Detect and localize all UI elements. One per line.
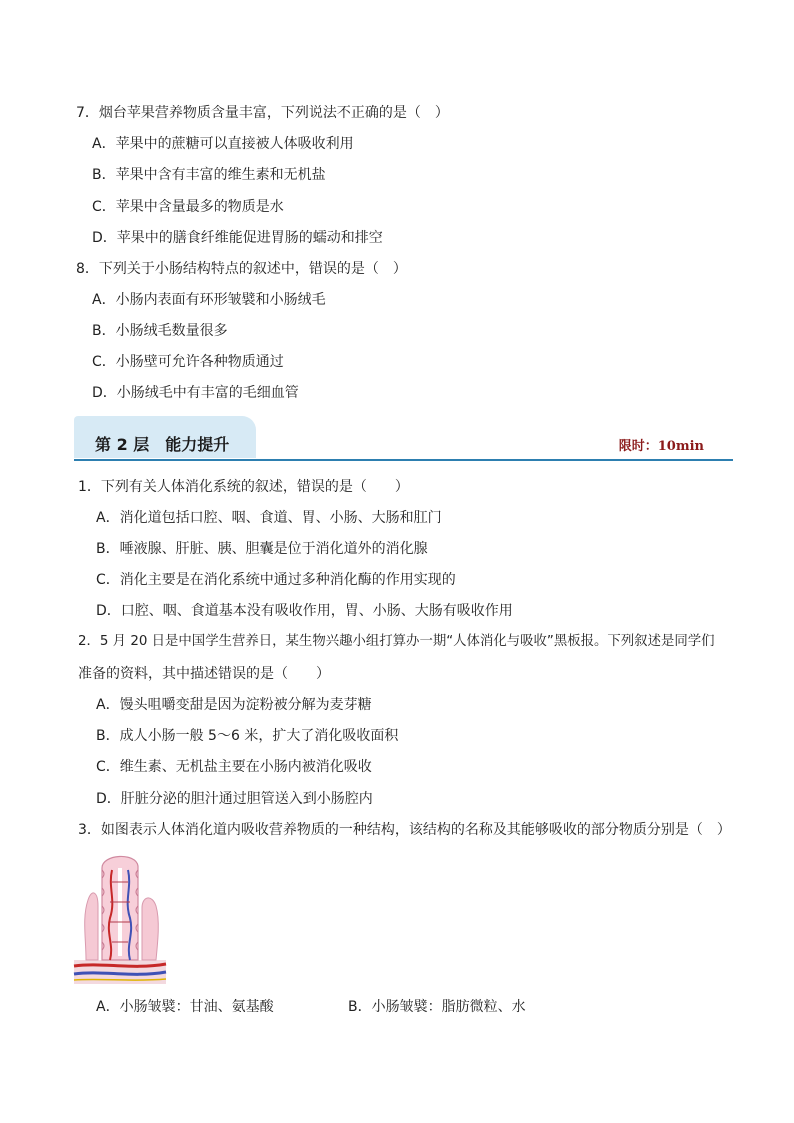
question-1-option-b: B．唾液腺、肝脏、胰、胆囊是位于消化道外的消化腺 xyxy=(96,541,428,557)
section-divider xyxy=(74,459,733,461)
question-2-stem-line2: 准备的资料，其中描述错误的是（ ） xyxy=(78,666,330,682)
question-8-option-a: A．小肠内表面有环形皱襞和小肠绒毛 xyxy=(92,292,326,308)
question-3-stem: 3．如图表示人体消化道内吸收营养物质的一种结构，该结构的名称及其能够吸收的部分物质分别是（ ） xyxy=(78,822,731,838)
question-3-option-b: B．小肠皱襞：脂肪微粒、水 xyxy=(348,999,526,1015)
question-2-stem-line1: 2．5 月 20 日是中国学生营养日，某生物兴趣小组打算办一期“人体消化与吸收”黑板报。下列叙述是同学们 xyxy=(78,634,715,649)
base-vein xyxy=(74,972,166,974)
villus-right-fold xyxy=(142,898,158,960)
question-7-option-a: A．苹果中的蔗糖可以直接被人体吸收利用 xyxy=(92,136,354,152)
question-7-option-d: D．苹果中的膳食纤维能促进胃肠的蠕动和排空 xyxy=(92,230,383,246)
time-limit-label: 限时：10min xyxy=(618,439,704,454)
question-8-option-b: B．小肠绒毛数量很多 xyxy=(92,323,228,339)
base-lymph-vessel xyxy=(74,979,166,980)
question-1-option-c: C．消化主要是在消化系统中通过多种消化酶的作用实现的 xyxy=(96,572,456,588)
question-7-option-b: B．苹果中含有丰富的维生素和无机盐 xyxy=(92,167,326,183)
section-title: 第 2 层 能力提升 xyxy=(95,435,230,454)
question-7-stem: 7．烟台苹果营养物质含量丰富，下列说法不正确的是（ ） xyxy=(76,105,449,121)
question-1-option-d: D．口腔、咽、食道基本没有吸收作用，胃、小肠、大肠有吸收作用 xyxy=(96,603,513,619)
question-2-option-a: A．馒头咀嚼变甜是因为淀粉被分解为麦芽糖 xyxy=(96,697,372,713)
intestinal-villus-illustration xyxy=(72,848,168,986)
question-8-stem: 8．下列关于小肠结构特点的叙述中，错误的是（ ） xyxy=(76,261,407,277)
question-1-option-a: A．消化道包括口腔、咽、食道、胃、小肠、大肠和肛门 xyxy=(96,510,442,526)
question-2-option-c: C．维生素、无机盐主要在小肠内被消化吸收 xyxy=(96,759,372,775)
question-1-stem: 1．下列有关人体消化系统的叙述，错误的是（ ） xyxy=(78,479,409,495)
question-2-option-b: B．成人小肠一般 5～6 米，扩大了消化吸收面积 xyxy=(96,728,399,744)
question-7-option-c: C．苹果中含量最多的物质是水 xyxy=(92,199,284,215)
question-3-option-a: A．小肠皱襞：甘油、氨基酸 xyxy=(96,999,274,1015)
question-8-option-d: D．小肠绒毛中有丰富的毛细血管 xyxy=(92,385,299,401)
villus-left-fold xyxy=(85,893,98,960)
question-8-option-c: C．小肠壁可允许各种物质通过 xyxy=(92,354,284,370)
question-2-option-d: D．肝脏分泌的胆汁通过胆管送入到小肠腔内 xyxy=(96,791,373,807)
base-artery xyxy=(74,964,166,966)
